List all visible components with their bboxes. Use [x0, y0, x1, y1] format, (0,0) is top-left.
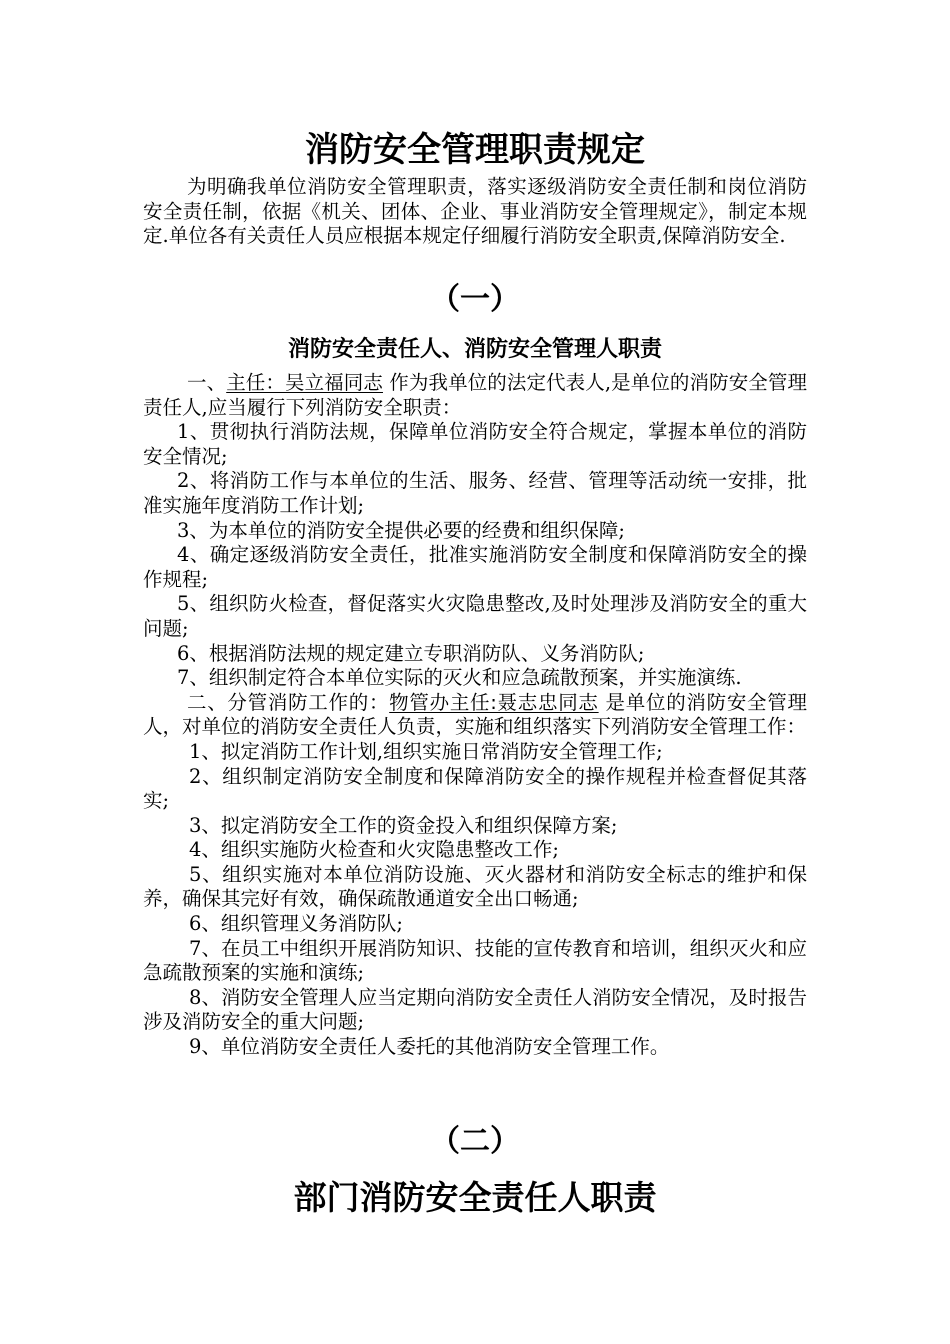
part-2-item: 7、在员工中组织开展消防知识、技能的宣传教育和培训，组织灭火和应急疏散预案的实施和演练; — [143, 936, 807, 985]
part-1-text: 作为我单位的法定代表人,是单位的消防安全管理责任人,应当履行下列消防安全职责： — [143, 371, 807, 419]
section-1-body — [143, 371, 807, 1060]
section-2-heading: 部门消防安全责任人职责 — [293, 1178, 657, 1217]
part-2-lead — [143, 691, 807, 740]
part-1-lead — [143, 371, 807, 420]
part-1-item: 7、组织制定符合本单位实际的灭火和应急疏散预案，并实施演练. — [177, 666, 742, 690]
part-1-item: 5、组织防火检查，督促落实火灾隐患整改,及时处理涉及消防安全的重大问题; — [143, 592, 807, 640]
section-1-number: （一） — [430, 282, 520, 317]
part-2-item: 9、单位消防安全责任人委托的其他消防安全管理工作。 — [189, 1035, 670, 1059]
part-2-prefix: 二、分管消防工作的： — [187, 690, 390, 714]
part-2-item: 5、组织实施对本单位消防设施、灭火器材和消防安全标志的维护和保养，确保其完好有效，确保疏散通道安全出口畅通; — [143, 862, 807, 911]
section-1-heading: 消防安全责任人、消防安全管理人职责 — [287, 337, 662, 362]
section-2-number: （二） — [430, 1124, 520, 1159]
part-2-item: 6、组织管理义务消防队; — [189, 912, 403, 936]
part-2-role: 物管办主任:聂志忠同志 — [389, 690, 599, 714]
part-1-item: 4、确定逐级消防安全责任，批准实施消防安全制度和保障消防安全的操作规程; — [143, 543, 807, 591]
part-1-item: 1、贯彻执行消防法规，保障单位消防安全符合规定，掌握本单位的消防安全情况; — [143, 420, 807, 468]
part-1-item: 2、将消防工作与本单位的生活、服务、经营、管理等活动统一安排，批准实施年度消防工作计划; — [143, 469, 807, 517]
part-1-item: 3、为本单位的消防安全提供必要的经费和组织保障; — [177, 518, 625, 542]
part-2-item: 1、拟定消防工作计划,组织实施日常消防安全管理工作; — [189, 739, 663, 763]
part-2-item: 3、拟定消防安全工作的资金投入和组织保障方案; — [189, 813, 618, 837]
document-title: 消防安全管理职责规定 — [305, 130, 645, 170]
part-1-item: 6、根据消防法规的规定建立专职消防队、义务消防队; — [177, 641, 645, 665]
part-2-item: 8、消防安全管理人应当定期向消防安全责任人消防安全情况，及时报告涉及消防安全的重大问题; — [143, 985, 807, 1034]
part-1-role: 主任：吴立福同志 — [226, 371, 383, 394]
part-1-prefix: 一、 — [187, 371, 227, 394]
part-2-item: 4、组织实施防火检查和火灾隐患整改工作; — [189, 838, 559, 862]
part-2-item: 2、组织制定消防安全制度和保障消防安全的操作规程并检查督促其落实; — [143, 764, 807, 813]
part-2-text: 是单位的消防安全管理人，对单位的消防安全责任人负责，实施和组织落实下列消防安全管理工作： — [143, 690, 807, 739]
intro-paragraph: 为明确我单位消防安全管理职责，落实逐级消防安全责任制和岗位消防安全责任制，依据《机关、团体、企业、事业消防安全管理规定》，制定本规定.单位各有关责任人员应根据本规定仔细履行消防安全职责,保障消防安全. — [143, 175, 807, 248]
